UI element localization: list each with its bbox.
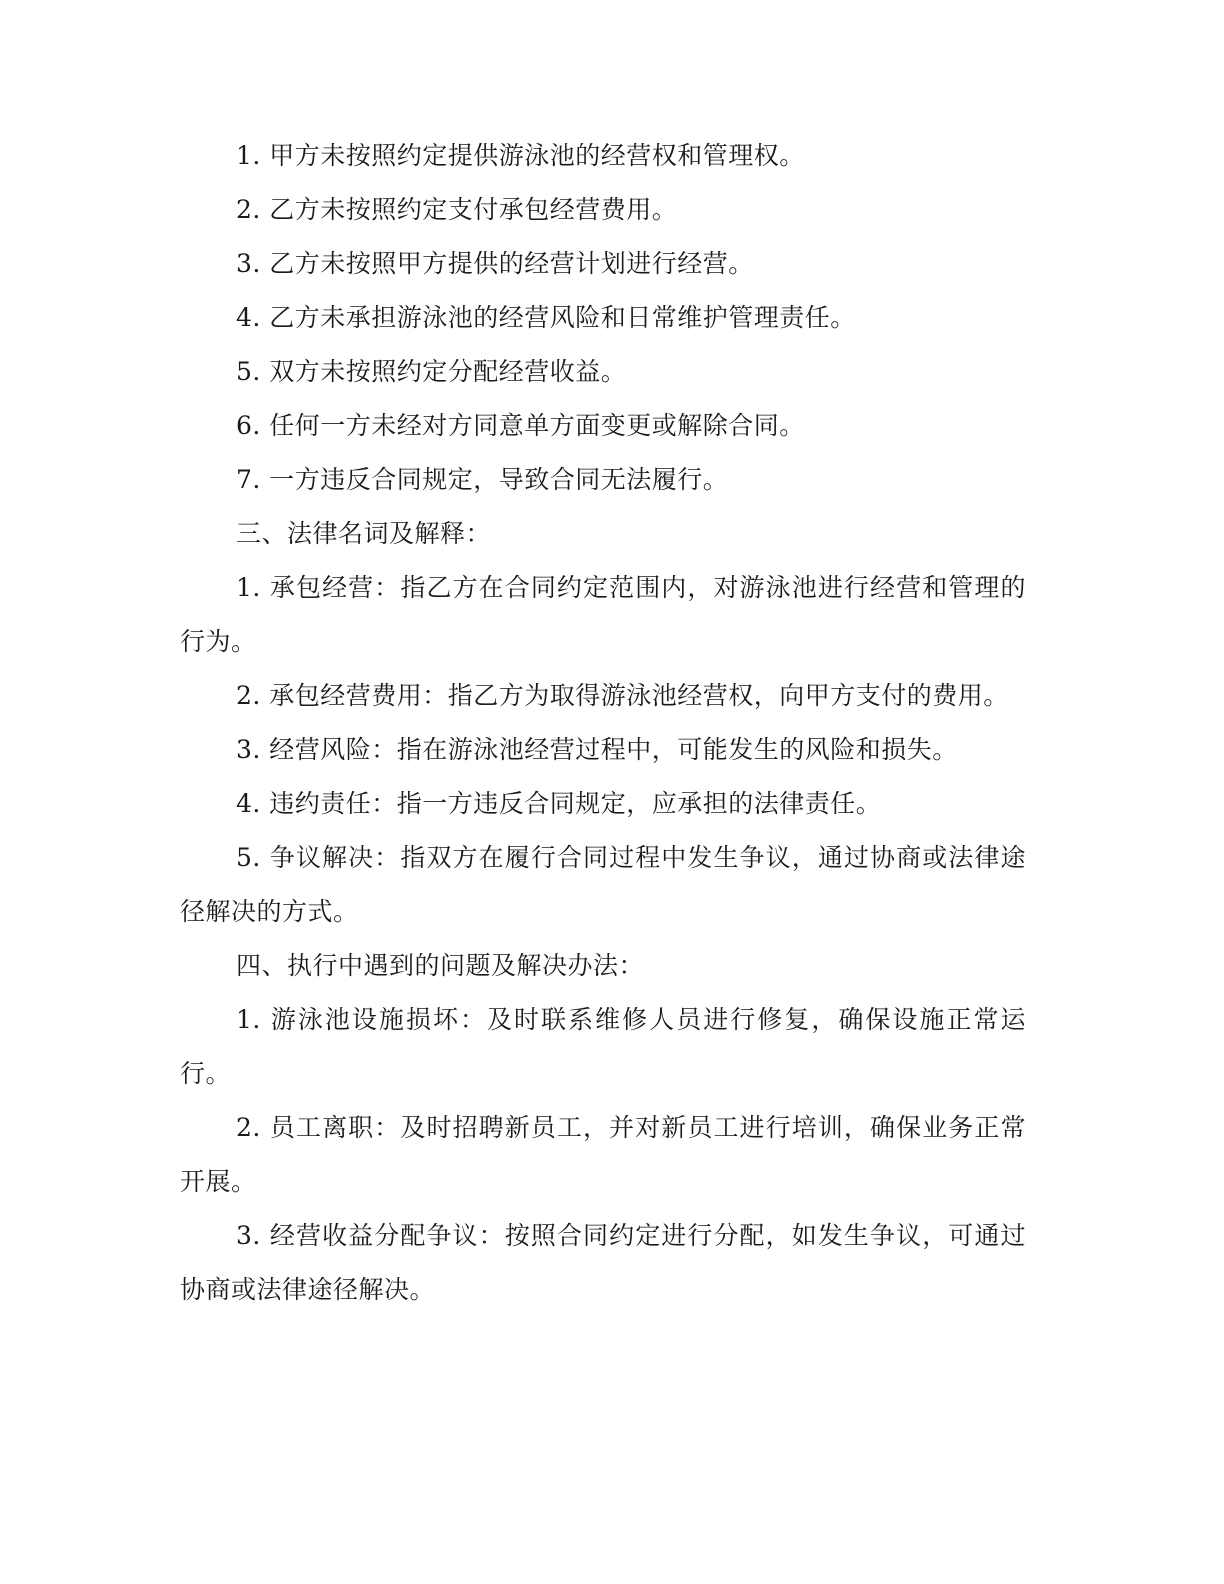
section-heading: 三、法律名词及解释： bbox=[236, 519, 492, 548]
list-item: 4. 违约责任：指一方违反合同规定，应承担的法律责任。 bbox=[236, 789, 882, 818]
list-item: 3. 经营风险：指在游泳池经营过程中，可能发生的风险和损失。 bbox=[236, 735, 958, 764]
list-item: 2. 承包经营费用：指乙方为取得游泳池经营权，向甲方支付的费用。 bbox=[236, 681, 1009, 710]
list-item: 6. 任何一方未经对方同意单方面变更或解除合同。 bbox=[236, 411, 805, 440]
document-page bbox=[180, 129, 1026, 1317]
list-item: 4. 乙方未承担游泳池的经营风险和日常维护管理责任。 bbox=[236, 303, 856, 332]
list-item: 5. 争议解决：指双方在履行合同过程中发生争议，通过协商或法律途径解决的方式。 bbox=[180, 843, 1026, 926]
list-item: 3. 乙方未按照甲方提供的经营计划进行经营。 bbox=[236, 249, 754, 278]
list-item: 1. 游泳池设施损坏：及时联系维修人员进行修复，确保设施正常运行。 bbox=[180, 1005, 1026, 1088]
list-item: 2. 乙方未按照约定支付承包经营费用。 bbox=[236, 195, 678, 224]
list-item: 7. 一方违反合同规定，导致合同无法履行。 bbox=[236, 465, 729, 494]
list-item: 3. 经营收益分配争议：按照合同约定进行分配，如发生争议，可通过协商或法律途径解决。 bbox=[180, 1221, 1026, 1304]
list-item: 2. 员工离职：及时招聘新员工，并对新员工进行培训，确保业务正常开展。 bbox=[180, 1113, 1026, 1196]
list-item: 1. 承包经营：指乙方在合同约定范围内，对游泳池进行经营和管理的行为。 bbox=[180, 573, 1026, 656]
list-item: 1. 甲方未按照约定提供游泳池的经营权和管理权。 bbox=[236, 141, 805, 170]
list-item: 5. 双方未按照约定分配经营收益。 bbox=[236, 357, 627, 386]
section-heading: 四、执行中遇到的问题及解决办法： bbox=[236, 951, 645, 980]
